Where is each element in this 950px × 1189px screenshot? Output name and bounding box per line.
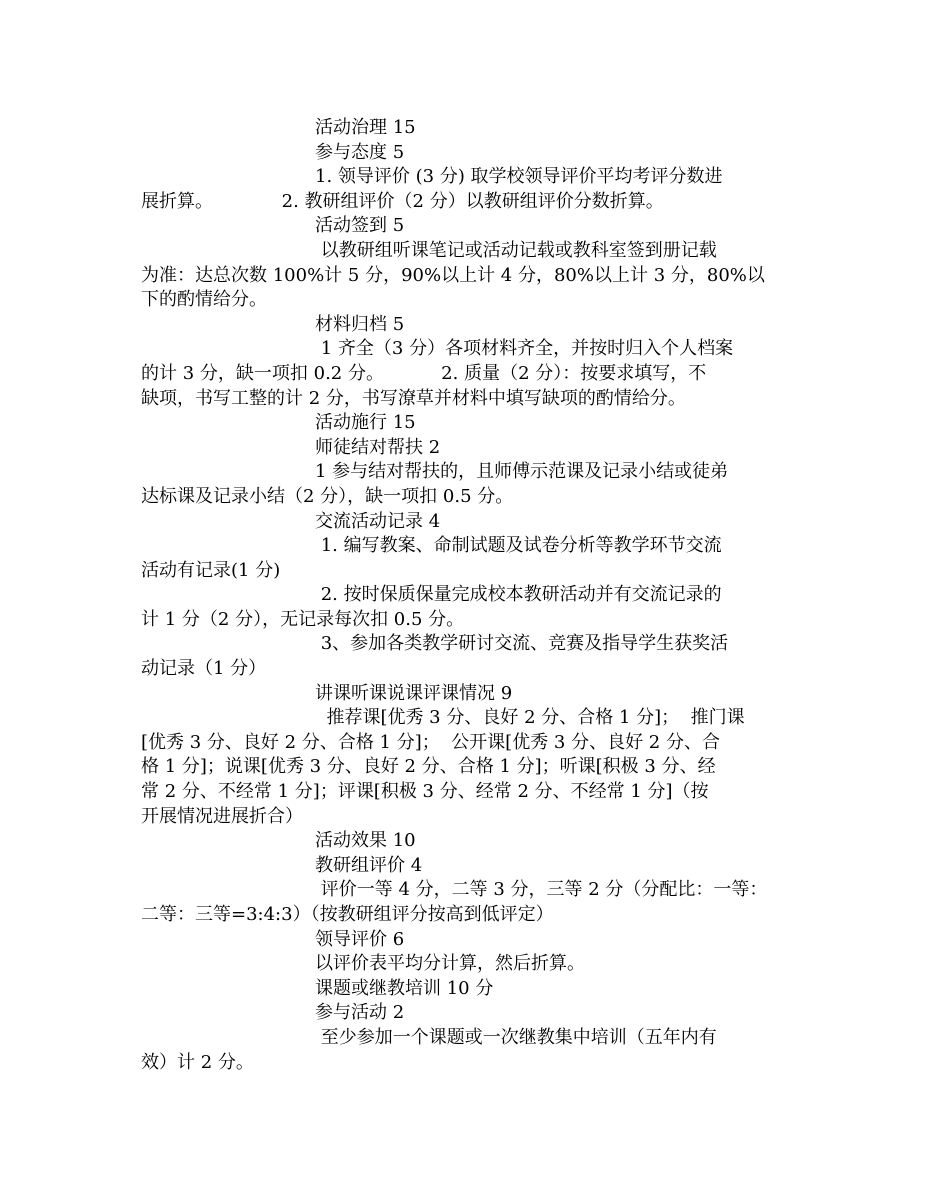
paragraph-line: 3、参加各类教学研讨交流、竞赛及指导学生获奖活 [315,633,729,655]
subsection-heading: 材料归档 5 [315,313,405,335]
paragraph-line: 以教研组听课笔记或活动记载或教科室签到册记载 [315,239,717,261]
paragraph-line: 活动有记录(1 分) [141,559,281,581]
paragraph-line: 展折算。 2. 教研组评价（2 分）以教研组评价分数折算。 [141,190,664,212]
subsection-heading: 参与活动 2 [315,1002,405,1024]
paragraph-line: 1 齐全（3 分）各项材料齐全，并按时归入个人档案 [315,338,734,360]
paragraph-line: 2. 按时保质保量完成校本教研活动并有交流记录的 [315,584,722,606]
paragraph-line: 至少参加一个课题或一次继教集中培训（五年内有 [315,1026,717,1048]
paragraph-line: 1. 编写教案、命制试题及试卷分析等教学环节交流 [315,535,722,557]
section-heading: 课题或继教培训 10 分 [315,977,494,999]
paragraph-line: 以评价表平均分计算，然后折算。 [315,953,585,975]
subsection-heading: 讲课听课说课评课情况 9 [315,682,513,704]
subsection-heading: 交流活动记录 4 [315,510,441,532]
paragraph-line: 效）计 2 分。 [141,1051,254,1073]
subsection-heading: 教研组评价 4 [315,854,423,876]
subsection-heading: 参与态度 5 [315,141,405,163]
paragraph-line: 动记录（1 分） [141,658,267,680]
paragraph-line: 推荐课[优秀 3 分、良好 2 分、合格 1 分]； 推门课 [315,707,745,729]
paragraph-line: 为准：达总次数 100%计 5 分，90%以上计 4 分，80%以上计 3 分，80%以 [141,264,765,286]
paragraph-line: 缺项，书写工整的计 2 分，书写潦草并材料中填写缺项的酌情给分。 [141,387,686,409]
subsection-heading: 活动签到 5 [315,215,405,237]
paragraph-line: 格 1 分]；说课[优秀 3 分、良好 2 分、合格 1 分]；听课[积极 3 分、经 [141,756,716,778]
section-heading: 活动治理 15 [315,117,416,138]
section-heading: 活动效果 10 [315,830,416,852]
subsection-heading: 领导评价 6 [315,928,405,950]
paragraph-line: 评价一等 4 分，二等 3 分，三等 2 分（分配比：一等： [315,879,768,901]
subsection-heading: 师徒结对帮扶 2 [315,436,441,458]
document-body [141,116,811,1075]
paragraph-line: 常 2 分、不经常 1 分]；评课[积极 3 分、经常 2 分、不经常 1 分]（按 [141,781,709,803]
paragraph-line: 达标课及记录小结（2 分），缺一项扣 0.5 分。 [141,485,514,507]
paragraph-line: 1. 领导评价 (3 分) 取学校领导评价平均考评分数进 [315,166,723,188]
paragraph-line: 计 1 分（2 分），无记录每次扣 0.5 分。 [141,608,465,630]
paragraph-line: 开展情况进展折合） [141,805,303,827]
section-heading: 活动施行 15 [315,412,416,434]
paragraph-line: 下的酌情给分。 [141,289,267,311]
paragraph-line: 1 参与结对帮扶的，且师傅示范课及记录小结或徒弟 [315,461,729,483]
paragraph-line: 的计 3 分，缺一项扣 0.2 分。 2. 质量（2 分）：按要求填写，不 [141,362,707,384]
paragraph-line: [优秀 3 分、良好 2 分、合格 1 分]； 公开课[优秀 3 分、良好 2 分、合 [141,731,720,753]
paragraph-line: 二等：三等=3:4:3）（按教研组评分按高到低评定） [141,904,554,925]
